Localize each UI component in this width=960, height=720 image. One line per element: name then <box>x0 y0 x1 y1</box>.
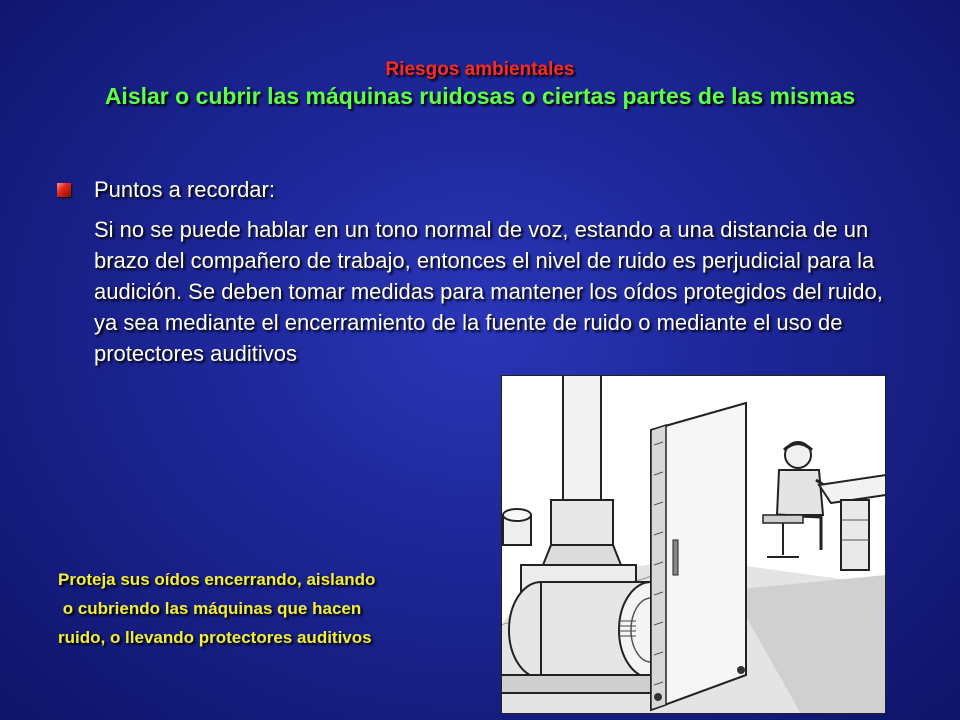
caption-line-3: ruido, o llevando protectores auditivos <box>58 628 372 647</box>
bullet-heading: Puntos a recordar: <box>94 177 275 202</box>
bullet-body-text: Si no se puede hablar en un tono normal de voz, estando a una distancia de un brazo del compañero de trabajo, entonces el nivel de ruido es perjudicial para la audición. Se deben tomar medidas para mantener los oídos protegidos del ruido, ya sea mediante el encerramiento de la fuente de ruido o mediante el uso de protectores auditivos <box>94 217 883 366</box>
slide-title-small: Riesgos ambientales <box>385 59 575 80</box>
caption <box>58 565 498 652</box>
machine-enclosure-illustration <box>501 375 886 714</box>
caption-line-1: Proteja sus oídos encerrando, aislando <box>58 570 376 589</box>
slide-title <box>60 58 900 110</box>
slide-title-main: Aislar o cubrir las máquinas ruidosas o ciertas partes de las mismas <box>104 83 856 109</box>
square-bullet-icon <box>57 183 71 197</box>
caption-line-2: o cubriendo las máquinas que hacen <box>58 599 362 618</box>
